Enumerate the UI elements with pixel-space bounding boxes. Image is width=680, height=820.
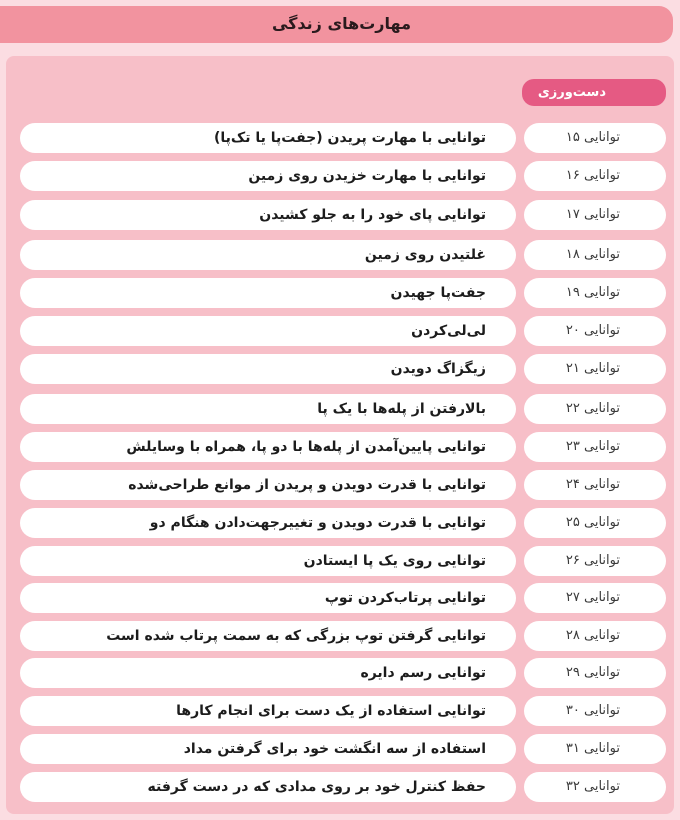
skill-description: استفاده از سه انگشت خود برای گرفتن مداد	[20, 734, 516, 764]
skill-number: توانایی ۲۷	[524, 583, 666, 613]
page-header	[0, 6, 673, 43]
skill-description: توانایی رسم دایره	[20, 658, 516, 688]
skill-number: توانایی ۱۹	[524, 278, 666, 308]
skill-number: توانایی ۲۱	[524, 354, 666, 384]
skill-row	[20, 621, 666, 651]
skill-description: توانایی با قدرت دویدن و پریدن از موانع طراحی‌شده	[20, 470, 516, 500]
skill-row	[20, 394, 666, 424]
skill-number: توانایی ۲۹	[524, 658, 666, 688]
skill-number: توانایی ۲۰	[524, 316, 666, 346]
skill-number: توانایی ۲۴	[524, 470, 666, 500]
skill-description: توانایی با مهارت پریدن (جفت‌پا یا تک‌پا)	[20, 123, 516, 153]
skill-row	[20, 696, 666, 726]
skill-description: حفظ کنترل خود بر روی مدادی که در دست گرفته	[20, 772, 516, 802]
skill-description: بالارفتن از پله‌ها با یک پا	[20, 394, 516, 424]
skill-row	[20, 546, 666, 576]
skill-number: توانایی ۲۸	[524, 621, 666, 651]
skill-number: توانایی ۲۲	[524, 394, 666, 424]
skill-number: توانایی ۲۶	[524, 546, 666, 576]
skill-description: توانایی پرتاب‌کردن توپ	[20, 583, 516, 613]
skill-row	[20, 470, 666, 500]
skill-row	[20, 432, 666, 462]
skill-description: توانایی روی یک پا ایستادن	[20, 546, 516, 576]
skill-row	[20, 658, 666, 688]
skill-description: غلتیدن روی زمین	[20, 240, 516, 270]
skill-row	[20, 583, 666, 613]
skill-number: توانایی ۱۵	[524, 123, 666, 153]
category-tab[interactable]: دست‌ورزی	[522, 79, 666, 106]
skill-number: توانایی ۳۰	[524, 696, 666, 726]
skill-row	[20, 200, 666, 230]
skill-row	[20, 161, 666, 191]
skill-number: توانایی ۳۱	[524, 734, 666, 764]
skill-number: توانایی ۳۲	[524, 772, 666, 802]
skill-row	[20, 316, 666, 346]
skill-row	[20, 772, 666, 802]
skill-row	[20, 354, 666, 384]
skill-description: توانایی پای خود را به جلو کشیدن	[20, 200, 516, 230]
skill-description: توانایی با قدرت دویدن و تغییرجهت‌دادن هنگام دو	[20, 508, 516, 538]
skill-number: توانایی ۱۷	[524, 200, 666, 230]
skill-description: توانایی با مهارت خزیدن روی زمین	[20, 161, 516, 191]
skill-description: جفت‌پا جهیدن	[20, 278, 516, 308]
skill-number: توانایی ۲۵	[524, 508, 666, 538]
skill-row	[20, 734, 666, 764]
skill-row	[20, 508, 666, 538]
skill-description: توانایی گرفتن توپ بزرگی که به سمت پرتاب شده است	[20, 621, 516, 651]
skill-description: زیگزاگ دویدن	[20, 354, 516, 384]
page-title: مهارت‌های زندگی	[271, 14, 411, 33]
skill-row	[20, 278, 666, 308]
skill-row	[20, 240, 666, 270]
skill-number: توانایی ۲۳	[524, 432, 666, 462]
skill-description: توانایی استفاده از یک دست برای انجام کارها	[20, 696, 516, 726]
skill-number: توانایی ۱۸	[524, 240, 666, 270]
skill-row	[20, 123, 666, 153]
skill-description: لی‌لی‌کردن	[20, 316, 516, 346]
skill-number: توانایی ۱۶	[524, 161, 666, 191]
skill-description: توانایی پایین‌آمدن از پله‌ها با دو پا، همراه با وسایلش	[20, 432, 516, 462]
